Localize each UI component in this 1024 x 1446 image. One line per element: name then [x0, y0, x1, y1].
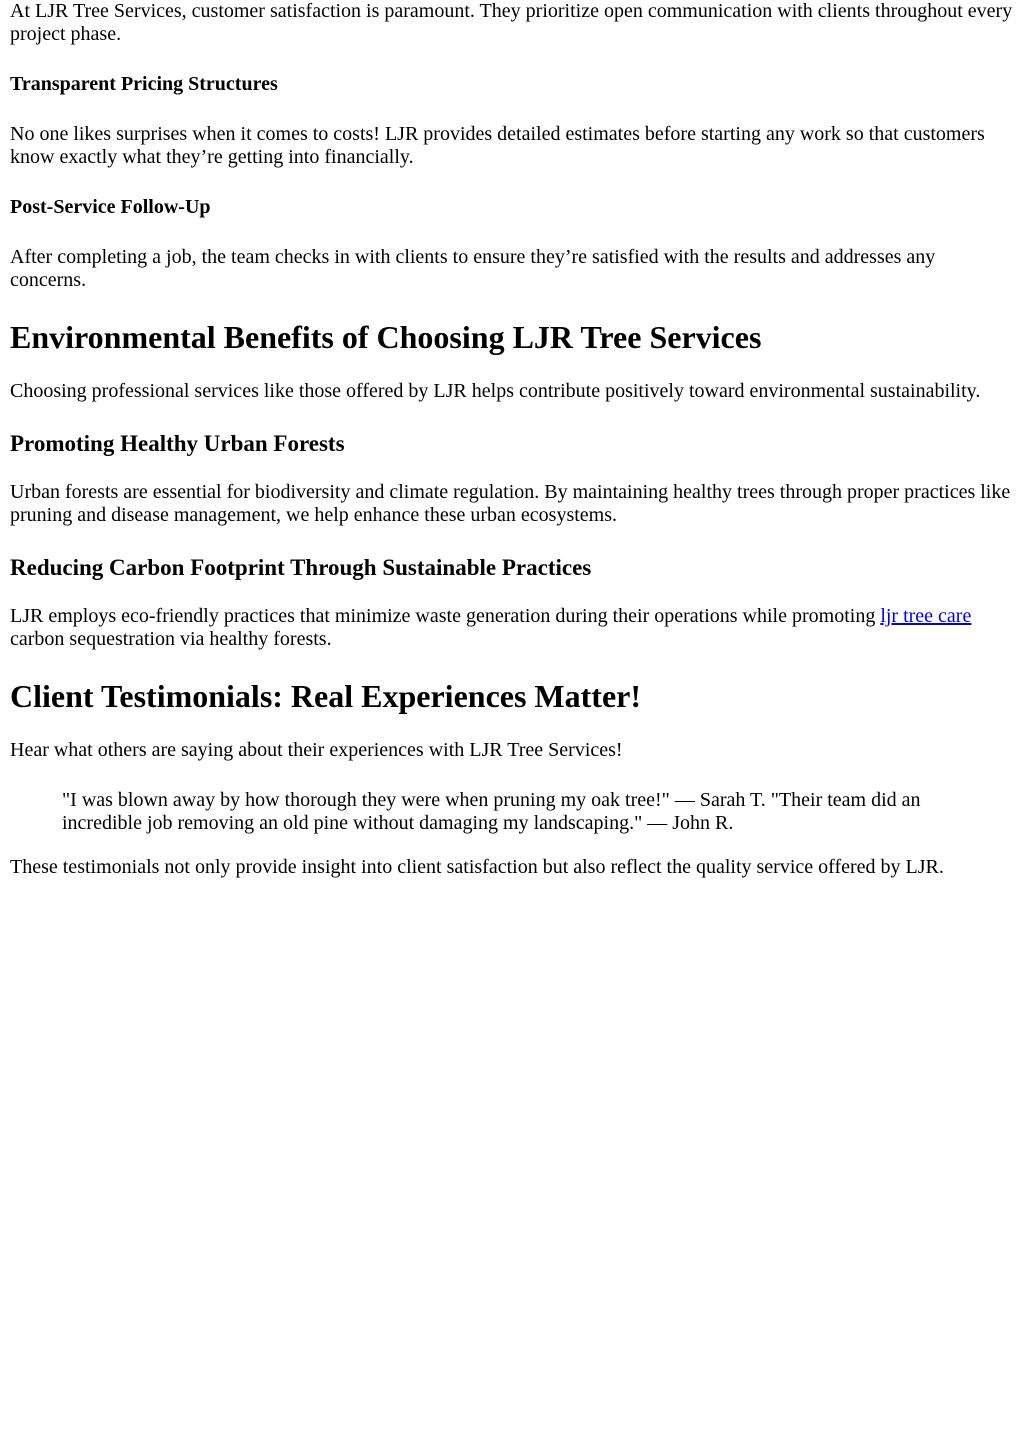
testimonials-closing: These testimonials not only provide insight into client satisfaction but also reflect the quality service offered by LJR.: [10, 856, 944, 878]
environment-heading: Environmental Benefits of Choosing LJR Tree Services: [10, 319, 762, 355]
testimonials-intro: Hear what others are saying about their experiences with LJR Tree Services!: [10, 739, 623, 761]
followup-paragraph: After completing a job, the team checks in with clients to ensure they’re satisfied with the results and addresses any concerns.: [10, 246, 936, 291]
environment-paragraph: Choosing professional services like those offered by LJR helps contribute positively toward environmental sustainability.: [10, 380, 981, 402]
carbon-footprint-heading: Reducing Carbon Footprint Through Sustainable Practices: [10, 555, 592, 580]
intro-paragraph: At LJR Tree Services, customer satisfaction is paramount. They prioritize open communication with clients throughout every project phase.: [10, 0, 1013, 45]
pricing-paragraph: No one likes surprises when it comes to costs! LJR provides detailed estimates before starting any work so that customers know exactly what they’re getting into financially.: [10, 123, 985, 168]
urban-forests-heading: Promoting Healthy Urban Forests: [10, 431, 345, 456]
carbon-text-before: LJR employs eco-friendly practices that minimize waste generation during their operations while promoting: [10, 605, 881, 627]
urban-forests-paragraph: Urban forests are essential for biodiversity and climate regulation. By maintaining healthy trees through proper practices like pruning and disease management, we help enhance these urban ecosystems.: [10, 481, 1011, 526]
ljr-tree-care-link[interactable]: ljr tree care: [880, 605, 972, 627]
testimonial-quote: "I was blown away by how thorough they were when pruning my oak tree!" — Sarah T. "Their team did an incredible job removing an old pine without damaging my landscaping." — John R.: [62, 789, 921, 834]
carbon-footprint-paragraph: [10, 605, 1014, 651]
testimonials-heading: Client Testimonials: Real Experiences Matter!: [10, 678, 641, 714]
followup-heading: Post-Service Follow-Up: [10, 196, 211, 218]
pricing-heading: Transparent Pricing Structures: [10, 73, 278, 95]
carbon-text-after: carbon sequestration via healthy forests.: [10, 628, 332, 650]
